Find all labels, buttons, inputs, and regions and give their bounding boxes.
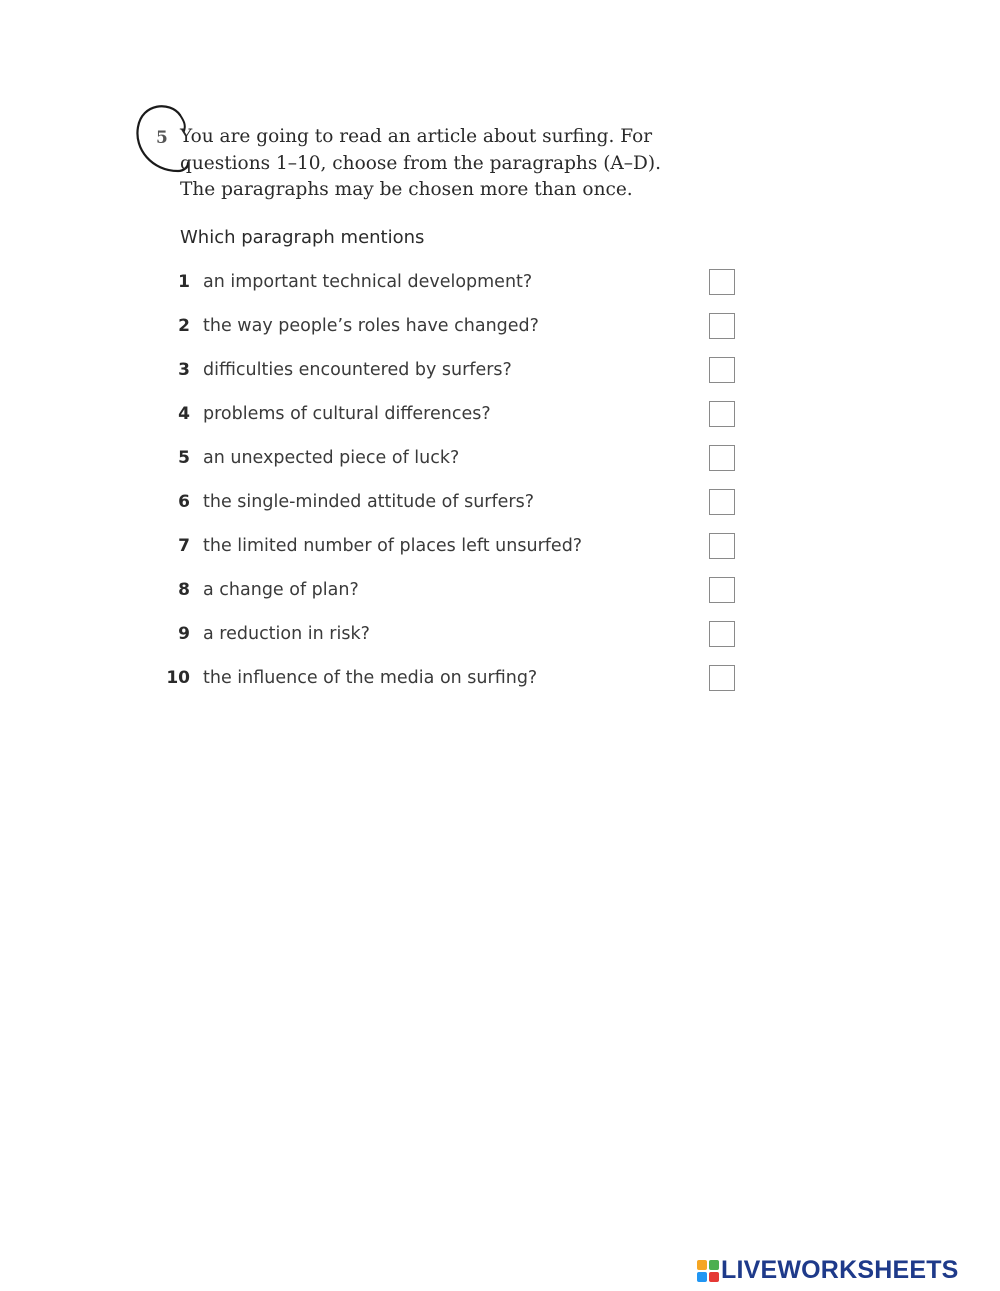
question-list [160, 264, 760, 704]
question-item-1 [160, 264, 760, 308]
logo-square [709, 1260, 719, 1270]
question-text: the influence of the media on surfing? [203, 668, 538, 688]
question-number: 7 [178, 536, 190, 556]
question-item-8 [160, 572, 760, 616]
question-text: an important technical development? [203, 272, 533, 292]
question-text: difficulties encountered by surfers? [203, 360, 512, 380]
question-text: a change of plan? [203, 580, 359, 600]
question-text: the way people’s roles have changed? [203, 316, 539, 336]
question-text: an unexpected piece of luck? [203, 448, 460, 468]
answer-box-6[interactable] [709, 489, 735, 515]
instructions-line: The paragraphs may be chosen more than once. [180, 179, 633, 200]
instructions-line: You are going to read an article about surfing. For [180, 126, 653, 147]
answer-box-3[interactable] [709, 357, 735, 383]
logo-mark-icon [697, 1260, 719, 1282]
question-item-6 [160, 484, 760, 528]
question-number: 3 [178, 360, 190, 380]
logo-square [697, 1272, 707, 1282]
exercise-instructions [180, 124, 720, 204]
question-text: a reduction in risk? [203, 624, 370, 644]
answer-box-9[interactable] [709, 621, 735, 647]
question-text: the limited number of places left unsurfed? [203, 536, 583, 556]
question-number: 5 [178, 448, 190, 468]
answer-box-7[interactable] [709, 533, 735, 559]
question-item-10 [160, 660, 760, 704]
logo-text: LIVEWORKSHEETS [721, 1256, 959, 1284]
question-number: 1 [178, 272, 190, 292]
question-number: 9 [178, 624, 190, 644]
answer-box-2[interactable] [709, 313, 735, 339]
question-number: 6 [178, 492, 190, 512]
question-item-9 [160, 616, 760, 660]
question-item-5 [160, 440, 760, 484]
instructions-line: questions 1–10, choose from the paragraphs (A–D). [180, 152, 661, 174]
question-number: 10 [166, 668, 190, 688]
liveworksheets-logo [697, 1258, 959, 1283]
question-item-3 [160, 352, 760, 396]
question-text: problems of cultural differences? [203, 404, 491, 424]
question-number: 2 [178, 316, 190, 336]
answer-box-8[interactable] [709, 577, 735, 603]
question-number: 8 [178, 580, 190, 600]
question-number: 4 [178, 404, 190, 424]
question-text: the single-minded attitude of surfers? [203, 492, 535, 512]
question-item-2 [160, 308, 760, 352]
answer-box-5[interactable] [709, 445, 735, 471]
question-item-4 [160, 396, 760, 440]
logo-square [697, 1260, 707, 1270]
question-item-7 [160, 528, 760, 572]
answer-box-4[interactable] [709, 401, 735, 427]
answer-box-10[interactable] [709, 665, 735, 691]
exercise-number: 5 [156, 128, 168, 148]
question-subheading: Which paragraph mentions [180, 227, 425, 248]
logo-square [709, 1272, 719, 1282]
answer-box-1[interactable] [709, 269, 735, 295]
